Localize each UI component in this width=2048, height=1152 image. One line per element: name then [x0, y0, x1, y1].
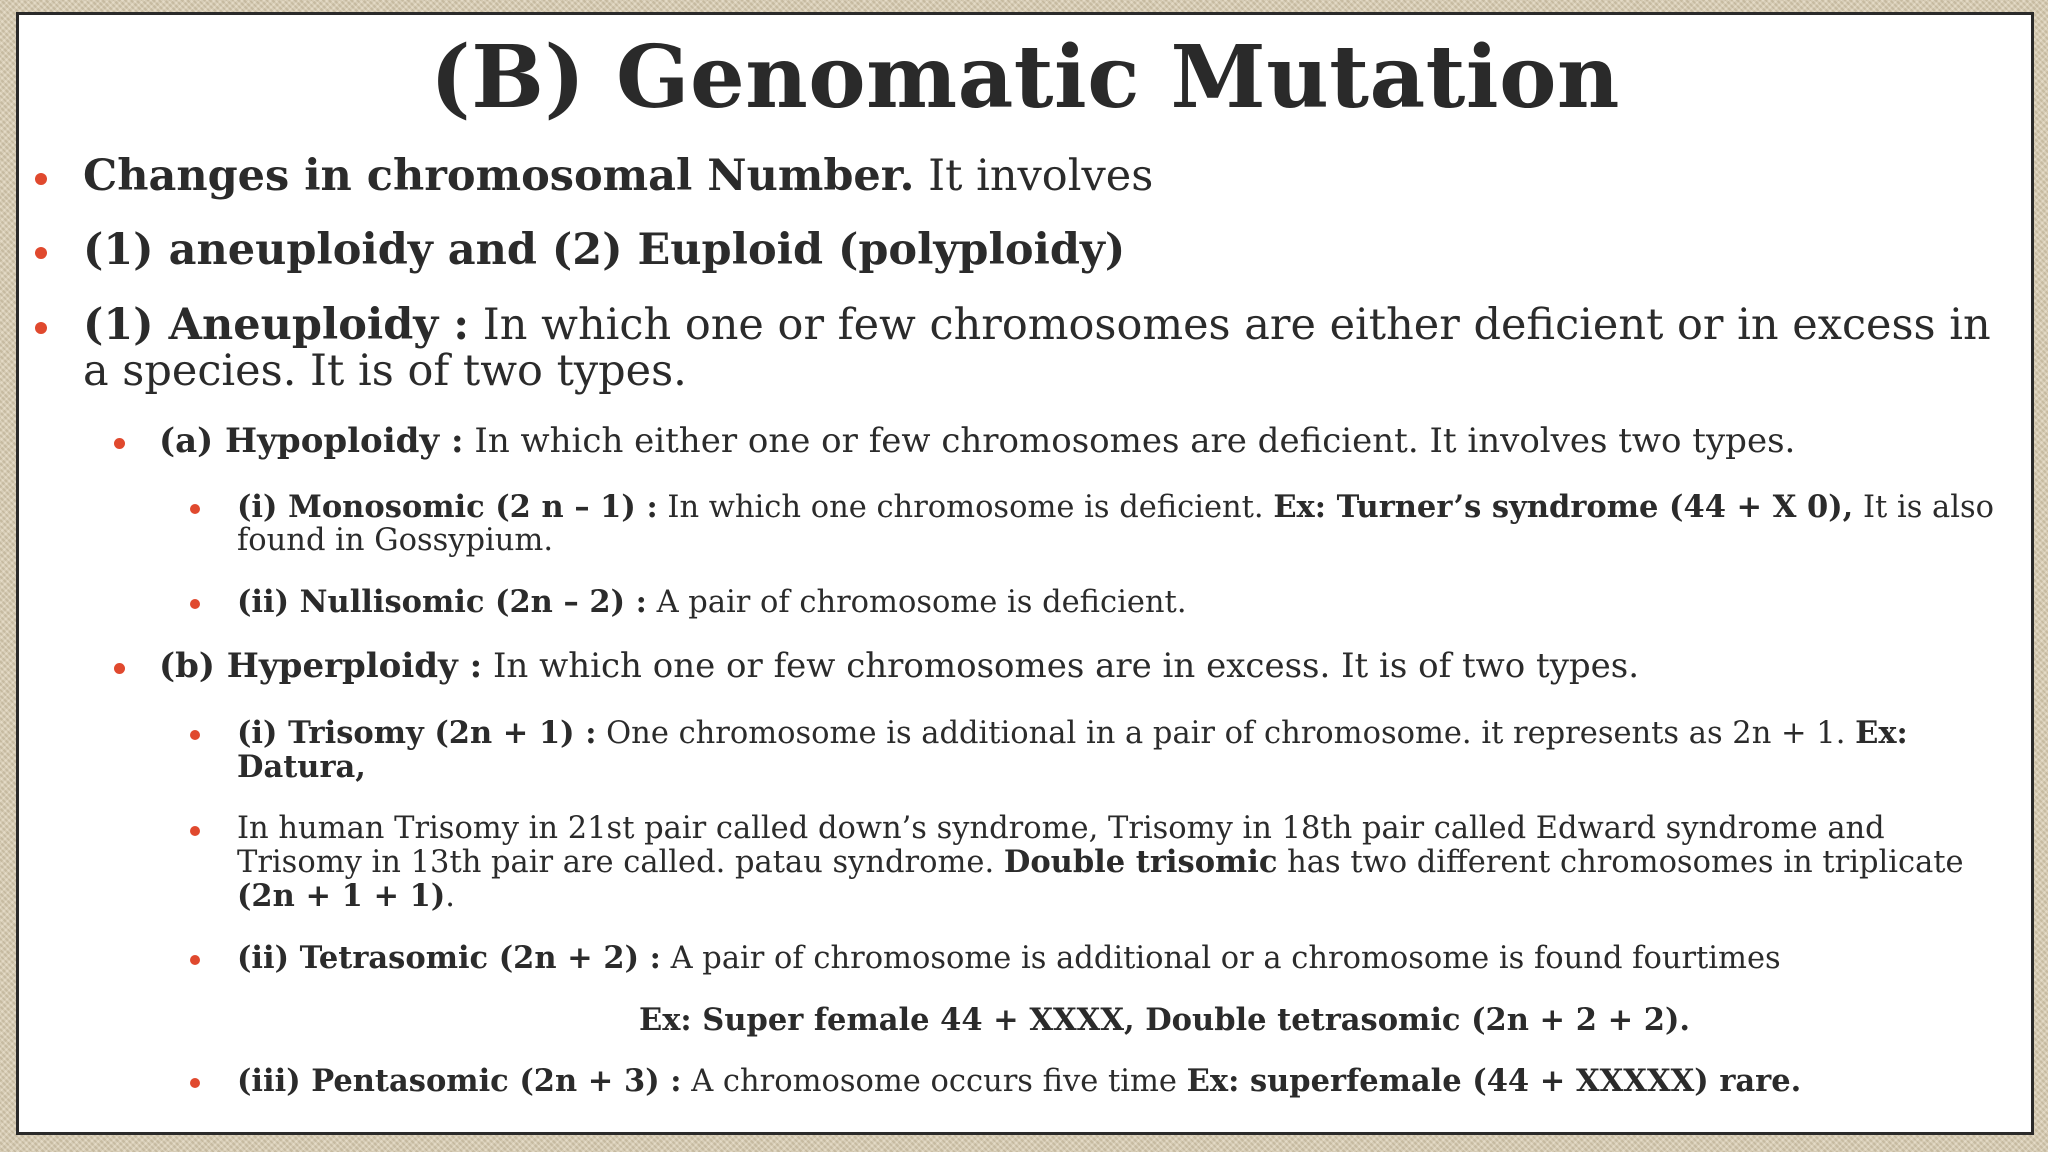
double-trisomic-end: . [445, 878, 455, 914]
bullet-trisomy [19, 717, 2031, 785]
monosomic-text: In which one chromosome is deficient. [657, 490, 1274, 526]
hypoploidy-heading: (a) Hypoploidy : [159, 420, 464, 461]
slide-title: (B) Genomatic Mutation [430, 27, 1620, 128]
bullet-hyperploidy [19, 648, 2031, 685]
double-trisomic-formula: (2n + 1 + 1) [237, 877, 446, 914]
double-trisomic-heading: Double trisomic [1003, 843, 1278, 880]
changes-text: It involves [914, 151, 1154, 201]
pentasomic-heading: (iii) Pentasomic (2n + 3) : [237, 1062, 682, 1099]
slide-content [19, 153, 2031, 1127]
monosomic-example-text: It is also found in Gossypium. [237, 490, 1995, 559]
bullet-nullisomic [19, 586, 2031, 620]
monosomic-example: Ex: Turner’s syndrome (44 + X 0), [1273, 489, 1854, 526]
pentasomic-example: Ex: superfemale (44 + XXXXX) rare. [1186, 1062, 1802, 1099]
aneuploidy-heading: (1) Aneuploidy : [83, 299, 470, 350]
trisomy-example: Ex: Datura, [237, 715, 1908, 785]
slide [16, 12, 2034, 1135]
hypoploidy-text: In which either one or few chromosomes are deficient. It involves two types. [463, 420, 1796, 461]
aneuploidy-text: In which one or few chromosomes are either deficient or in excess in a species. It is of two types. [83, 299, 1991, 397]
bullet-pentasomic [19, 1062, 2031, 1099]
hyperploidy-heading: (b) Hyperploidy : [159, 646, 483, 687]
tetrasomic-example: Ex: Super female 44 + XXXX, Double tetrasomic (2n + 2 + 2). [639, 1001, 1691, 1038]
hyperploidy-text: In which one or few chromosomes are in excess. It is of two types. [482, 646, 1640, 687]
pentasomic-text: A chromosome occurs five time [681, 1063, 1187, 1099]
nullisomic-heading: (ii) Nullisomic (2n – 2) : [237, 584, 647, 621]
monosomic-heading: (i) Monosomic (2 n – 1) : [237, 489, 658, 526]
trisomy-heading: (i) Trisomy (2n + 1) : [237, 715, 597, 751]
nullisomic-text: A pair of chromosome is deficient. [646, 585, 1187, 621]
tetrasomic-heading: (ii) Tetrasomic (2n + 2) : [237, 939, 661, 976]
bullet-types [19, 225, 2031, 276]
human-trisomy-text: In human Trisomy in 21st pair called down’s syndrome, Trisomy in 18th pair called Edward syndrome and Trisomy in 13th pair are called. patau syndrome. [237, 810, 1885, 880]
changes-heading: Changes in chromosomal Number. [83, 151, 915, 201]
double-trisomic-text: has two different chromosomes in triplicate [1277, 844, 1964, 880]
tetrasomic-text: A pair of chromosome is additional or a chromosome is found fourtimes [660, 940, 1781, 976]
types-heading: (1) aneuploidy and (2) Euploid (polyploidy) [83, 225, 1126, 276]
bullet-monosomic [19, 491, 2031, 558]
bullet-tetrasomic [19, 939, 2031, 976]
trisomy-text: One chromosome is additional in a pair of chromosome. it represents as 2n + 1. [596, 716, 1856, 751]
bullet-aneuploidy [19, 299, 2031, 397]
bullet-changes [19, 153, 2031, 199]
bullet-human-trisomy [19, 810, 2031, 914]
bullet-hypoploidy [19, 420, 2031, 461]
